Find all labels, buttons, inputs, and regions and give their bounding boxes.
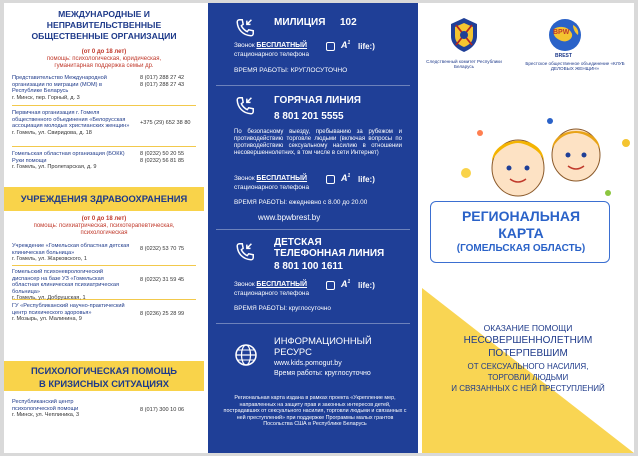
org-item — [4, 269, 204, 302]
org-item — [4, 243, 204, 265]
section-title-line2: ОБЩЕСТВЕННЫЕ ОРГАНИЗАЦИИ — [31, 31, 177, 41]
help-types-line1: помощь: психологическая, юридическая, — [46, 56, 162, 62]
org-address: г. Гомель, ул. Пролетарская, д. 9 — [12, 164, 97, 171]
org-phone: 8 (017) 300 10 06 — [140, 407, 185, 413]
org-name: ГУ «Республиканский научно-практический центр психического здоровья» — [12, 303, 125, 316]
investigative-committee-caption: Следственный комитет Республики Беларусь — [426, 59, 502, 70]
call-free-word: Звонок — [234, 42, 255, 49]
org-address: г. Гомель, ул. Жарковского, 1 — [12, 256, 87, 263]
police-number: 102 — [340, 17, 357, 28]
a1-letter: A — [341, 40, 348, 50]
org-phone: 8 (0232) 50 20 55 8 (0232) 56 81 85 — [140, 151, 185, 164]
brochure-sheet — [4, 3, 634, 453]
call-free-label — [234, 281, 354, 288]
section-international-orgs — [4, 9, 204, 70]
info-title-1: ИНФОРМАЦИОННЫЙ — [274, 335, 372, 346]
children-line-title-1: ДЕТСКАЯ — [274, 237, 322, 248]
work-hours-value: КРУГЛОСУТОЧНО — [290, 67, 348, 74]
hotline-title: ГОРЯЧАЯ ЛИНИЯ — [274, 95, 361, 106]
org-phone: 8 (0232) 53 70 75 — [140, 246, 185, 252]
free-word: БЕСПЛАТНЫЙ — [256, 175, 308, 182]
bottom-line5: ТОРГОВЛИ ЛЮДЬМИ — [487, 373, 569, 382]
investigative-committee-emblem-icon — [444, 15, 484, 55]
divider — [216, 85, 410, 86]
a1-sup: 1 — [347, 40, 351, 46]
bpw-caption: Брестское общественное объединение «КЛУБ ДЕЛОВЫХ ЖЕНЩИН» — [525, 61, 625, 72]
life-operator-logo: life:) — [358, 281, 375, 290]
bottom-line4: ОТ СЕКСУАЛЬНОГО НАСИЛИЯ, — [467, 362, 589, 371]
free-word: БЕСПЛАТНЫЙ — [256, 281, 308, 288]
phone-incoming-icon — [234, 95, 256, 117]
left-panel — [4, 3, 204, 453]
footer-note: Региональная карта издана в рамках проекта «Укрепление мер, направленных на защиту прав и законных интересов детей, пострадавших от сексуального насилия, торговли людьми и связанных с ней преступлений» при поддержке Программы малых грантов Посольства США в Республике Беларусь — [223, 395, 407, 428]
org-list-2 — [4, 243, 204, 333]
org-phone: +375 (29) 652 38 80 — [140, 120, 191, 126]
phone-incoming-icon — [234, 17, 256, 39]
a1-sup: 1 — [347, 173, 351, 179]
divider — [216, 323, 410, 324]
org-address: г. Гомель, ул. Свиридова, д. 18 — [12, 129, 92, 136]
org-name: Первичная организация г. Гомеля общественного объединения «Белорусская ассоциация молодых христианских женщин» — [12, 110, 130, 130]
bpw-brest-text: BREST — [555, 53, 572, 59]
org-phone: 8 (0232) 31 59 45 — [140, 277, 185, 283]
work-hours — [234, 67, 414, 74]
info-url[interactable]: www.kids.pomogut.by — [274, 360, 342, 367]
children-line-title-2: ТЕЛЕФОННАЯ ЛИНИЯ — [274, 248, 385, 259]
org-name: Гомельский психоневрологический диспансер на базе УЗ «Гомельская областная клиническая психиатрическая больница» — [12, 269, 119, 295]
a1-operator-logo — [341, 173, 350, 183]
call-free-word: Звонок — [234, 175, 255, 182]
info-title-2: РЕСУРС — [274, 346, 312, 357]
a1-operator-logo — [341, 279, 350, 289]
children-line-number: 8 801 100 1611 — [274, 261, 343, 272]
police-block — [208, 3, 418, 91]
globe-icon — [234, 343, 258, 367]
stationary-label: стационарного телефона — [234, 51, 310, 58]
org-name: Республиканский центр психологической помощи — [12, 399, 79, 412]
org-item — [4, 110, 204, 146]
age-range: (от 0 до 18 лет) — [81, 49, 127, 55]
stationary-label: стационарного телефона — [234, 290, 310, 297]
bottom-line2: НЕСОВЕРШЕННОЛЕТНИМ — [463, 335, 593, 346]
work-hours-value: круглосуточно — [288, 305, 331, 312]
right-panel — [422, 3, 634, 453]
org-list-3 — [4, 399, 204, 423]
call-free-label — [234, 175, 354, 182]
org-item — [4, 151, 204, 171]
hotline-number: 8 801 201 5555 — [274, 111, 344, 122]
stationary-label: стационарного телефона — [234, 184, 310, 191]
work-hours-label: ВРЕМЯ РАБОТЫ: — [234, 199, 288, 206]
work-hours-label: ВРЕМЯ РАБОТЫ: — [234, 305, 288, 312]
a1-letter: A — [341, 279, 348, 289]
crisis-band — [4, 361, 204, 391]
operator-logo-icon — [326, 281, 335, 290]
operator-logo-icon — [326, 42, 335, 51]
org-phone: 8 (0236) 25 28 99 — [140, 311, 185, 317]
work-hours-value: ежедневно с 8.00 до 20.00 — [288, 199, 368, 206]
work-hours — [234, 199, 414, 206]
police-title: МИЛИЦИЯ — [274, 17, 326, 28]
org-name: Гомельская областная организация (БОКК) Руки помощи — [12, 151, 125, 164]
health-band — [4, 187, 204, 211]
title-line1: РЕГИОНАЛЬНАЯ — [461, 208, 581, 224]
a1-operator-logo — [341, 40, 350, 50]
org-address: г. Минск, пер. Горный, д. 3 — [12, 94, 80, 101]
org-item — [4, 75, 204, 105]
org-item — [4, 303, 204, 333]
bottom-line3: ПОТЕРПЕВШИМ — [488, 348, 568, 359]
phone-incoming-icon — [234, 241, 256, 263]
org-item — [4, 399, 204, 423]
org-name: Учреждение «Гомельская областная детская клиническая больница» — [12, 243, 130, 256]
org-address: г. Минск, ул. Чеплиника, 3 — [12, 412, 80, 419]
hotline-description: По безопасному выезду, пребыванию за рубежом и противодействию торговле людьми (включая вопросы по противодействию сексуальному насилию в отношении несовершеннолетних, в том числе в сети Интернет) — [234, 129, 402, 156]
life-operator-logo: life:) — [358, 175, 375, 184]
a1-sup: 1 — [347, 279, 351, 285]
help-types-line1: помощь: психиатрическая, психотерапевтическая, — [33, 223, 175, 229]
title-box — [430, 201, 610, 263]
divider — [216, 229, 410, 230]
info-resource-block — [208, 329, 418, 389]
health-subheader — [4, 216, 204, 237]
a1-letter: A — [341, 173, 348, 183]
children-line-block — [208, 233, 418, 329]
bpw-logo-text: BPW — [553, 29, 570, 36]
life-operator-logo: life:) — [358, 42, 375, 51]
bottom-line6: И СВЯЗАННЫХ С НЕЙ ПРЕСТУПЛЕНИЙ — [451, 384, 605, 393]
section-title: УЧРЕЖДЕНИЯ ЗДРАВООХРАНЕНИЯ — [20, 193, 188, 204]
title-line3: (ГОМЕЛЬСКАЯ ОБЛАСТЬ) — [456, 243, 586, 254]
help-types-line2: психологическая — [80, 230, 128, 236]
children-illustration — [458, 113, 634, 213]
middle-panel — [208, 3, 418, 453]
work-hours — [234, 305, 414, 312]
org-phone: 8 (017) 288 27 42 8 (017) 288 27 43 — [140, 75, 185, 88]
call-free-word: Звонок — [234, 281, 255, 288]
help-types-line2: гуманитарная поддержка семьи др. — [54, 63, 154, 69]
section-title-line2: В КРИЗИСНЫХ СИТУАЦИЯХ — [39, 378, 169, 389]
org-name: Представительство Международной организации по миграции (МОМ) в Республике Беларусь — [12, 75, 107, 95]
org-address: г. Гомель, ул. Добрушская, 1 — [12, 295, 86, 302]
age-range: (от 0 до 18 лет) — [81, 216, 127, 222]
hotline-block — [208, 91, 418, 231]
org-address: г. Мозырь, ул. Малинина, 9 — [12, 316, 82, 323]
section-title-line1: ПСИХОЛОГИЧЕСКАЯ ПОМОЩЬ — [30, 365, 178, 376]
title-line2: КАРТА — [498, 225, 544, 241]
org-list-1 — [4, 75, 204, 171]
website-link[interactable]: www.bpwbrest.by — [258, 213, 321, 222]
bottom-line1: ОКАЗАНИЕ ПОМОЩИ — [483, 323, 573, 333]
info-hours: Время работы: круглосуточно — [274, 370, 371, 377]
free-word: БЕСПЛАТНЫЙ — [256, 42, 308, 49]
call-free-label — [234, 42, 354, 49]
section-title-line1: МЕЖДУНАРОДНЫЕ И НЕПРАВИТЕЛЬСТВЕННЫЕ — [46, 9, 162, 30]
operator-logo-icon — [326, 175, 335, 184]
work-hours-label: ВРЕМЯ РАБОТЫ: — [234, 67, 289, 74]
